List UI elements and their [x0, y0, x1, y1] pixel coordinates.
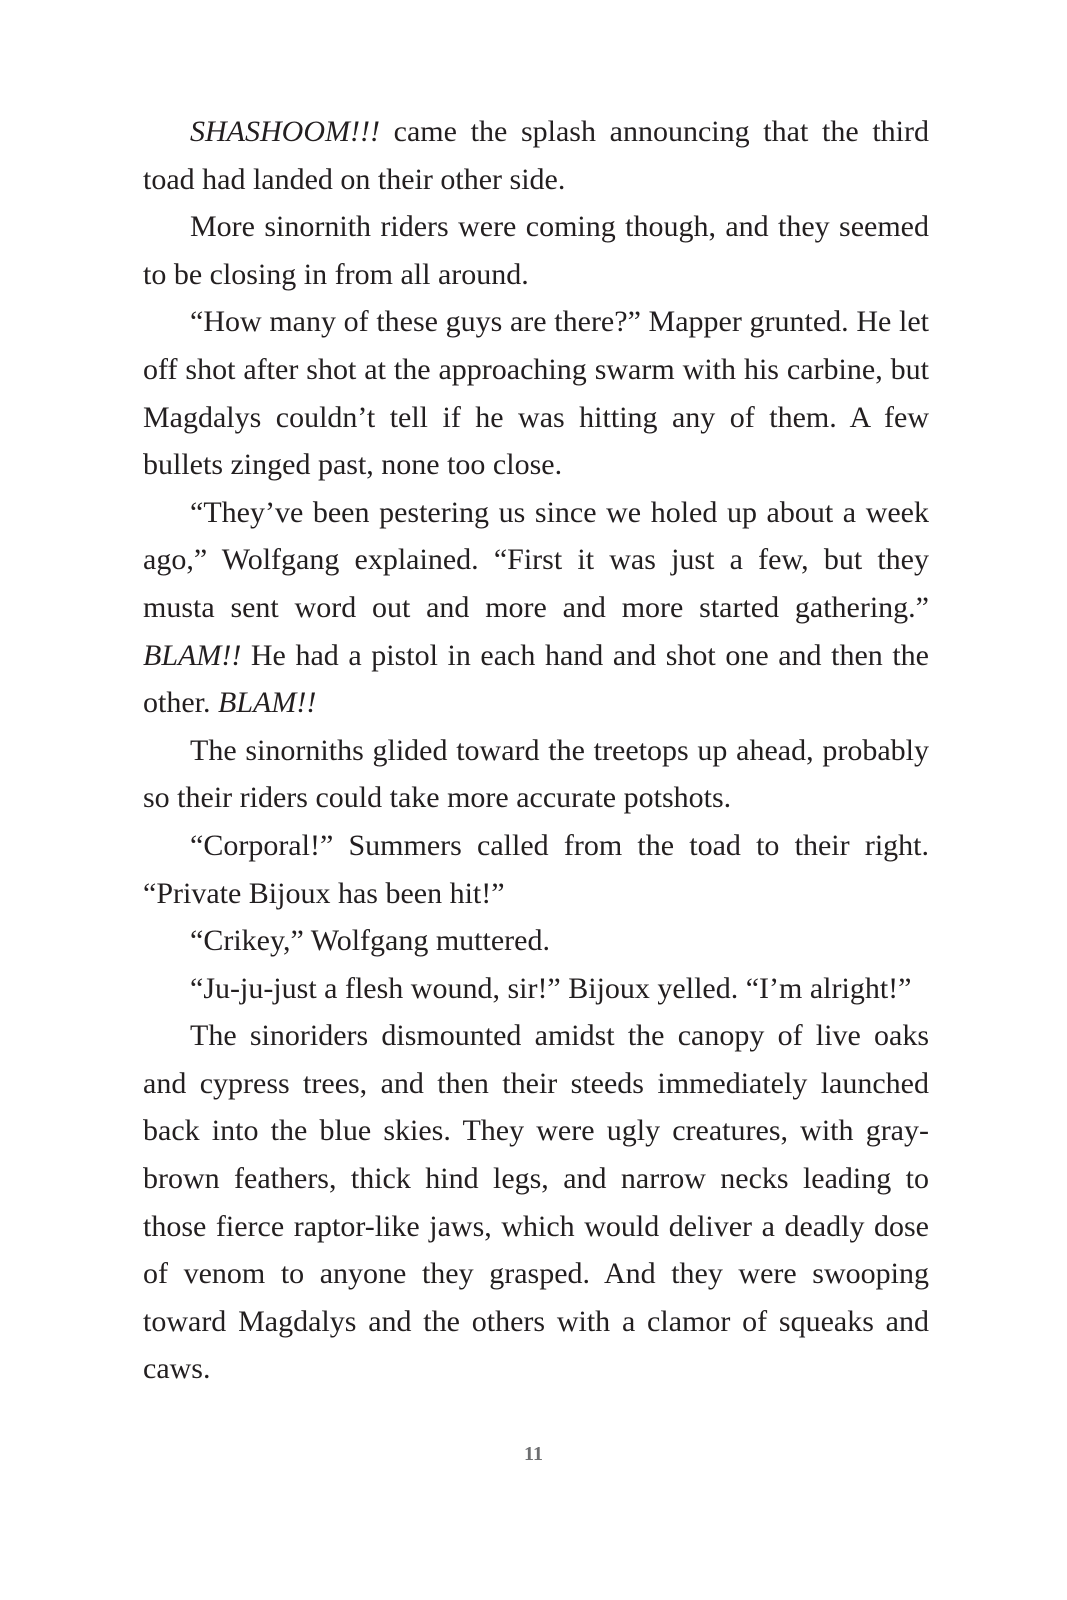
- text-segment: BLAM!!: [218, 686, 317, 720]
- text-segment: “They’ve been pestering us since we holed up about a week ago,” Wolfgang explained. “First it was just a few, but they musta sent word out and more and more started gathering.”: [143, 495, 929, 624]
- text-segment: The sinorniths glided toward the treetops up ahead, probably so their riders could take more accurate potshots.: [143, 733, 929, 815]
- paragraph: [143, 965, 929, 1013]
- text-segment: came the splash announcing that the third toad had landed on their other side.: [143, 115, 929, 196]
- paragraph: [143, 917, 929, 965]
- text-segment: SHASHOOM!!!: [190, 115, 380, 148]
- text-segment: BLAM!!: [143, 638, 242, 672]
- text-segment: “Ju-ju-just a flesh wound, sir!” Bijoux yelled. “I’m alright!”: [190, 971, 912, 1005]
- paragraph: [143, 822, 929, 917]
- body-text: [143, 108, 929, 1393]
- text-segment: “How many of these guys are there?” Mapper grunted. He let off shot after shot at the approaching swarm with his carbine, but Magdalys couldn’t tell if he was hitting any of them. A few bullets zinged past, none too close.: [143, 305, 929, 482]
- paragraph: [143, 203, 929, 298]
- text-segment: “Crikey,” Wolfgang muttered.: [190, 924, 550, 958]
- paragraph: [143, 727, 929, 822]
- text-segment: More sinornith riders were coming though, and they seemed to be closing in from all around.: [143, 210, 929, 291]
- text-segment: The sinoriders dismounted amidst the canopy of live oaks and cypress trees, and then their steeds immediately launched back into the blue skies. They were ugly creatures, with gray-brown feathers, thick hind legs, and narrow necks leading to those fierce raptor-like jaws, which would deliver a deadly dose of venom to anyone they grasped. And they were swooping toward Magdalys and the others with a clamor of squeaks and caws.: [143, 1019, 929, 1386]
- paragraph: [143, 108, 929, 203]
- text-segment: He had a pistol in each hand and shot one and then the other.: [143, 638, 929, 720]
- paragraph: [143, 1012, 929, 1393]
- paragraph: [143, 489, 929, 727]
- page-number: 11: [524, 1443, 543, 1465]
- text-segment: “Corporal!” Summers called from the toad to their right. “Private Bijoux has been hit!”: [143, 828, 929, 910]
- paragraph: [143, 298, 929, 488]
